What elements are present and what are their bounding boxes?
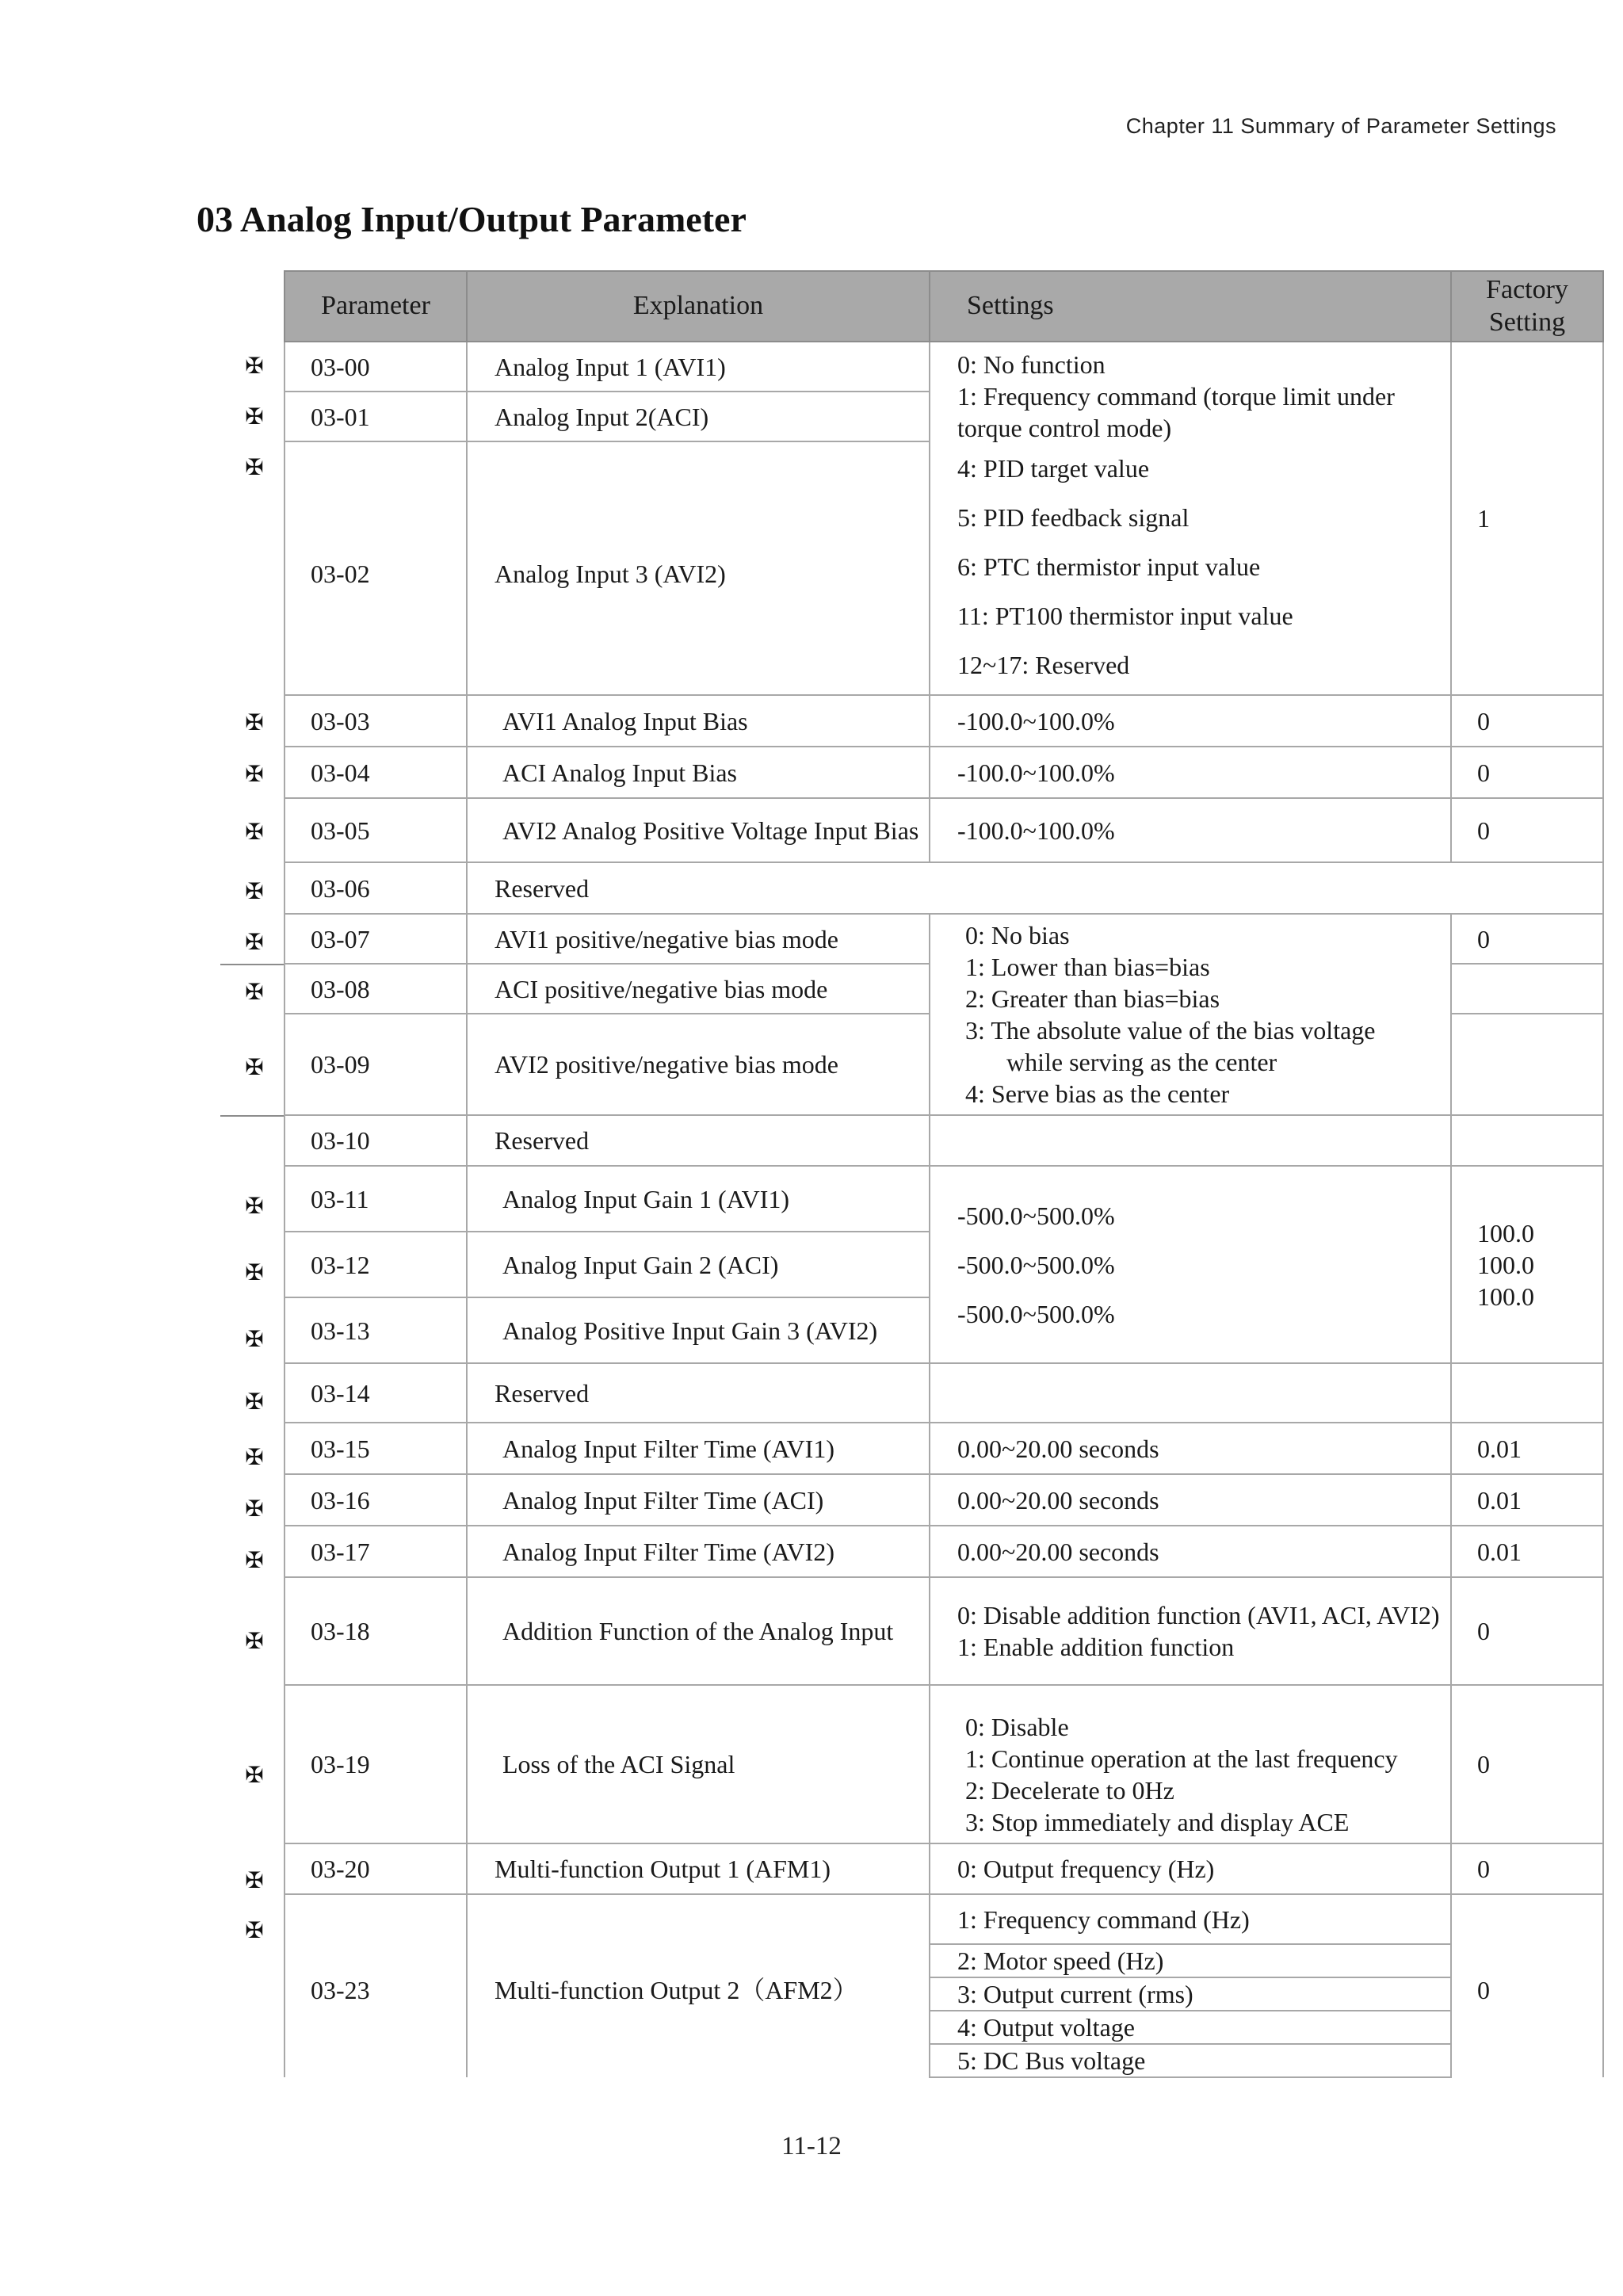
param-id: 03-00: [285, 342, 467, 392]
param-explanation: Analog Input Gain 1 (AVI1): [467, 1166, 930, 1232]
mark-icon: ✠: [245, 761, 264, 787]
factory-setting: 0.01: [1451, 1474, 1603, 1526]
param-explanation: AVI1 positive/negative bias mode: [467, 914, 930, 964]
table-row: [285, 1423, 1603, 1474]
param-id: 03-18: [285, 1577, 467, 1685]
factory-setting: 0: [1451, 695, 1603, 747]
param-explanation: Analog Input 1 (AVI1): [467, 342, 930, 392]
table-row: [285, 1474, 1603, 1526]
col-header-settings: Settings: [930, 271, 1451, 342]
mark-icon: ✠: [245, 819, 264, 845]
mark-icon: ✠: [245, 353, 264, 379]
param-settings: [930, 1685, 1451, 1843]
factory-setting: 1: [1451, 342, 1603, 695]
factory-setting: 0: [1451, 1843, 1603, 1894]
param-explanation: Addition Function of the Analog Input: [467, 1577, 930, 1685]
mark-icon: ✠: [245, 1628, 264, 1654]
param-settings: 0: Output frequency (Hz): [930, 1843, 1451, 1894]
group-rule: [220, 1115, 285, 1117]
param-id: 03-19: [285, 1685, 467, 1843]
param-explanation: Analog Input 2(ACI): [467, 392, 930, 441]
col-header-parameter: Parameter: [285, 271, 467, 342]
param-explanation: AVI1 Analog Input Bias: [467, 695, 930, 747]
param-id: 03-06: [285, 862, 467, 914]
mark-icon: ✠: [245, 1259, 264, 1286]
param-explanation: Multi-function Output 1 (AFM1): [467, 1843, 930, 1894]
param-settings: -100.0~100.0%: [930, 747, 1451, 798]
param-id: 03-17: [285, 1526, 467, 1577]
mark-icon: ✠: [245, 1389, 264, 1415]
table-row: [285, 1577, 1603, 1685]
param-settings: 0.00~20.00 seconds: [930, 1474, 1451, 1526]
param-id: 03-07: [285, 914, 467, 964]
param-explanation: Analog Input Filter Time (AVI1): [467, 1423, 930, 1474]
section-title: 03 Analog Input/Output Parameter: [197, 199, 747, 239]
param-settings: 2: Motor speed (Hz): [930, 1944, 1451, 1977]
mark-icon: ✠: [245, 878, 264, 904]
param-id: 03-05: [285, 798, 467, 862]
setting-option: 11: PT100 thermistor input value: [957, 602, 1293, 630]
setting-option: while serving as the center: [1006, 1048, 1277, 1076]
param-settings: [930, 1363, 1451, 1423]
param-id: 03-11: [285, 1166, 467, 1232]
table-row: [285, 1894, 1603, 1944]
table-row: [285, 1526, 1603, 1577]
col-header-explanation: Explanation: [467, 271, 930, 342]
table-row: [285, 1363, 1603, 1423]
setting-option: 4: PID target value: [957, 454, 1150, 483]
factory-setting: 0: [1451, 1577, 1603, 1685]
param-id: 03-12: [285, 1232, 467, 1297]
param-settings: 5: DC Bus voltage: [930, 2044, 1451, 2077]
mark-icon: ✠: [245, 1917, 264, 1943]
mark-icon: ✠: [245, 1444, 264, 1470]
factory-setting: 0: [1451, 747, 1603, 798]
mark-icon: ✠: [245, 454, 264, 480]
param-settings: 0.00~20.00 seconds: [930, 1423, 1451, 1474]
param-settings: -100.0~100.0%: [930, 695, 1451, 747]
factory-setting: [1451, 1363, 1603, 1423]
setting-option: 2: Decelerate to 0Hz: [965, 1776, 1174, 1805]
param-id: 03-15: [285, 1423, 467, 1474]
setting-option: 1: Frequency command (torque limit under torque control mode): [957, 382, 1395, 442]
table-row: [285, 342, 1603, 392]
factory-setting: 0: [1451, 1685, 1603, 1843]
setting-option: 0: No bias: [965, 921, 1070, 949]
param-settings: [930, 1166, 1451, 1363]
factory-setting: 0: [1451, 798, 1603, 862]
setting-option: 0: Disable: [965, 1713, 1069, 1741]
mark-icon: ✠: [245, 1867, 264, 1893]
factory-setting: 0: [1451, 914, 1603, 964]
param-id: 03-04: [285, 747, 467, 798]
param-explanation: Loss of the ACI Signal: [467, 1685, 930, 1843]
table-row: [285, 1685, 1603, 1843]
col-header-factory: Factory Setting: [1451, 271, 1603, 342]
param-id: 03-02: [285, 441, 467, 695]
gain-range: -500.0~500.0%: [957, 1299, 1115, 1328]
setting-option: 0: Disable addition function (AVI1, ACI, AVI2): [957, 1601, 1440, 1629]
mark-icon: ✠: [245, 1496, 264, 1522]
table-row: [285, 914, 1603, 964]
param-settings: [930, 914, 1451, 1115]
gain-factory: 100.0: [1477, 1282, 1534, 1311]
param-explanation: Reserved: [467, 1115, 930, 1166]
setting-option: 3: Stop immediately and display ACE: [965, 1808, 1350, 1836]
gain-factory: 100.0: [1477, 1250, 1534, 1279]
param-explanation: Analog Input Filter Time (AVI2): [467, 1526, 930, 1577]
setting-option: 6: PTC thermistor input value: [957, 552, 1261, 581]
mark-icon: ✠: [245, 709, 264, 735]
factory-setting: [1451, 1166, 1603, 1363]
table-row: [285, 695, 1603, 747]
table-row: [285, 862, 1603, 914]
param-explanation: ACI Analog Input Bias: [467, 747, 930, 798]
param-id: 03-13: [285, 1297, 467, 1363]
param-id: 03-20: [285, 1843, 467, 1894]
table-row: [285, 747, 1603, 798]
param-id: 03-23: [285, 1894, 467, 2077]
mark-icon: ✠: [245, 1193, 264, 1219]
setting-option: 3: The absolute value of the bias voltage: [965, 1016, 1376, 1045]
setting-option: 4: Serve bias as the center: [965, 1079, 1230, 1108]
param-explanation: Analog Input Filter Time (ACI): [467, 1474, 930, 1526]
param-id: 03-16: [285, 1474, 467, 1526]
param-explanation: Reserved: [467, 1363, 930, 1423]
mark-icon: ✠: [245, 1762, 264, 1788]
setting-option: 5: PID feedback signal: [957, 503, 1190, 532]
mark-icon: ✠: [245, 1326, 264, 1352]
table-row: [285, 1843, 1603, 1894]
factory-setting: 0.01: [1451, 1423, 1603, 1474]
chapter-header: Chapter 11 Summary of Parameter Settings: [1125, 114, 1556, 138]
setting-option: 1: Enable addition function: [957, 1633, 1235, 1661]
param-explanation: Analog Input Gain 2 (ACI): [467, 1232, 930, 1297]
factory-setting: 0.01: [1451, 1526, 1603, 1577]
param-explanation: AVI2 Analog Positive Voltage Input Bias: [467, 798, 930, 862]
param-explanation: Multi-function Output 2（AFM2）: [467, 1894, 930, 2077]
mark-icon: ✠: [245, 1547, 264, 1573]
param-id: 03-08: [285, 964, 467, 1014]
mark-icon: ✠: [245, 929, 264, 955]
param-settings: 3: Output current (rms): [930, 1977, 1451, 2011]
gain-range: -500.0~500.0%: [957, 1250, 1115, 1279]
param-id: 03-01: [285, 392, 467, 441]
mark-icon: ✠: [245, 403, 264, 430]
gain-range: -500.0~500.0%: [957, 1201, 1115, 1230]
factory-setting: [1451, 964, 1603, 1014]
group-rule: [220, 964, 285, 965]
table-header-row: [285, 271, 1603, 342]
param-explanation: ACI positive/negative bias mode: [467, 964, 930, 1014]
setting-option: 12~17: Reserved: [957, 651, 1130, 679]
setting-option: 1: Lower than bias=bias: [965, 953, 1210, 981]
table-row: [285, 1166, 1603, 1232]
param-settings: 4: Output voltage: [930, 2011, 1451, 2044]
param-explanation: Analog Positive Input Gain 3 (AVI2): [467, 1297, 930, 1363]
param-id: 03-10: [285, 1115, 467, 1166]
param-settings: 1: Frequency command (Hz): [930, 1894, 1451, 1944]
mark-icon: ✠: [245, 979, 264, 1005]
gain-factory: 100.0: [1477, 1218, 1534, 1247]
param-id: 03-09: [285, 1014, 467, 1115]
setting-option: 1: Continue operation at the last frequency: [965, 1744, 1398, 1773]
param-settings: 0.00~20.00 seconds: [930, 1526, 1451, 1577]
table-row: [285, 1115, 1603, 1166]
factory-setting: [1451, 1014, 1603, 1115]
param-explanation: Reserved: [467, 862, 1603, 914]
factory-setting: [1451, 1115, 1603, 1166]
param-settings: [930, 1577, 1451, 1685]
param-explanation: Analog Input 3 (AVI2): [467, 441, 930, 695]
table-row: [285, 798, 1603, 862]
parameter-table: [284, 270, 1604, 2078]
param-id: 03-03: [285, 695, 467, 747]
param-settings: -100.0~100.0%: [930, 798, 1451, 862]
param-settings: [930, 1115, 1451, 1166]
mark-icon: ✠: [245, 1054, 264, 1080]
param-settings: [930, 342, 1451, 695]
param-explanation: AVI2 positive/negative bias mode: [467, 1014, 930, 1115]
setting-option: 2: Greater than bias=bias: [965, 984, 1220, 1013]
param-id: 03-14: [285, 1363, 467, 1423]
page-number: 11-12: [781, 2132, 842, 2160]
setting-option: 0: No function: [957, 350, 1106, 379]
factory-setting: 0: [1451, 1894, 1603, 2077]
